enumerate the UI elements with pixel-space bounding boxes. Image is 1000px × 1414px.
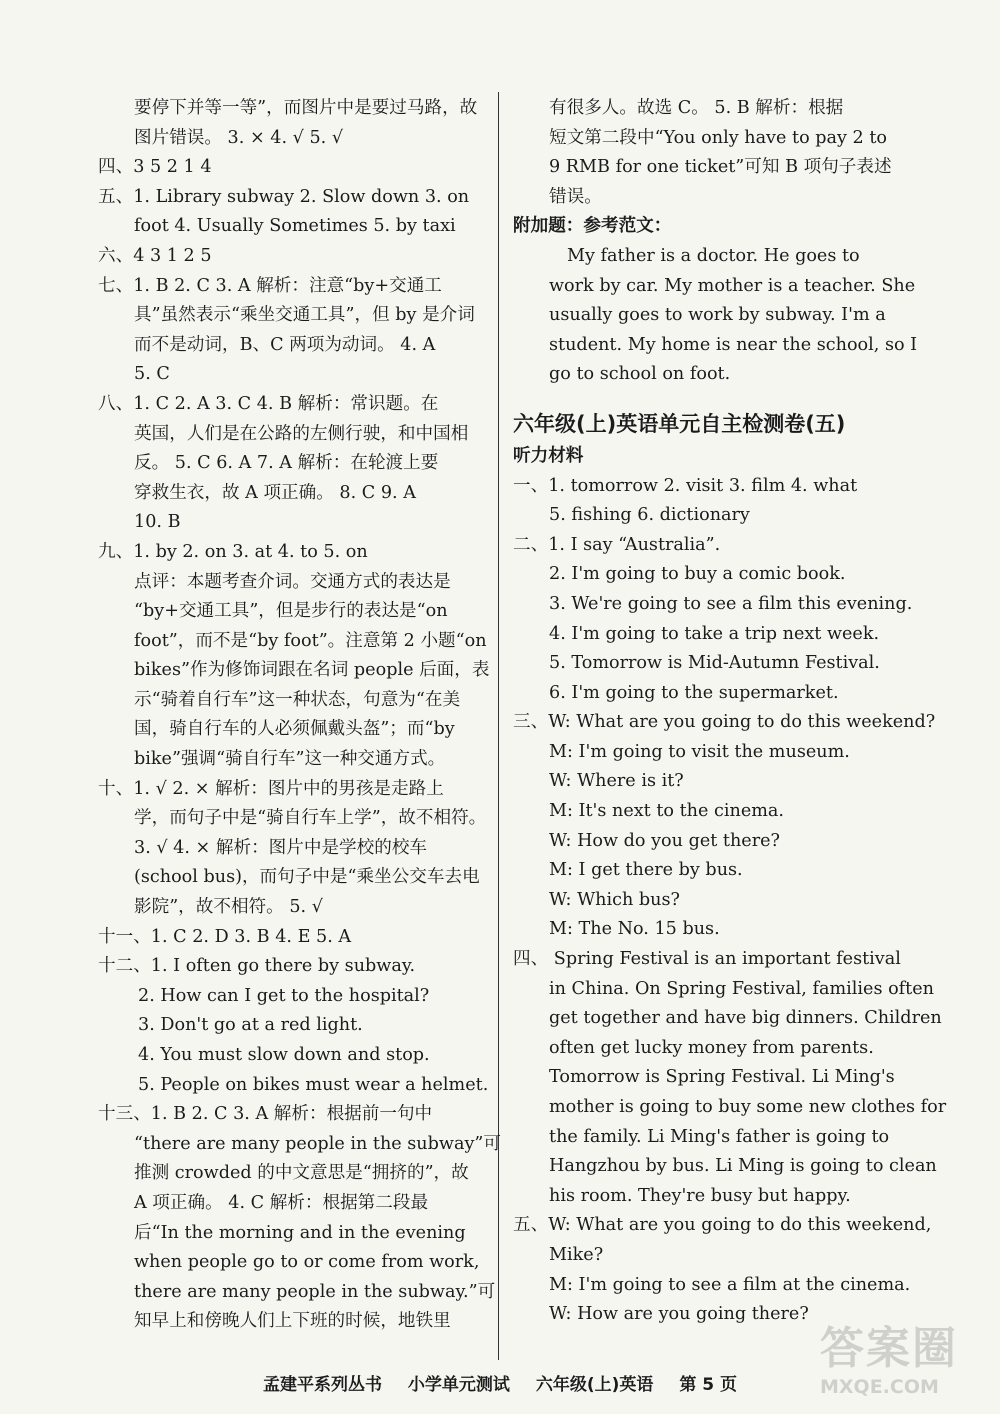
text-line: 四、 Spring Festival is an important festival [513, 949, 901, 970]
text-line: 5. Tomorrow is Mid-Autumn Festival. [549, 653, 880, 674]
text-line: M: I'm going to visit the museum. [549, 741, 850, 762]
text-line: 4. I'm going to take a trip next week. [549, 623, 880, 644]
text-line: M: I get there by bus. [549, 860, 743, 881]
text-line: A 项正确。 4. C 解析：根据第二段最 [134, 1192, 429, 1213]
text-line: 六、4 3 1 2 5 [98, 245, 212, 266]
text-line: work by car. My mother is a teacher. She [549, 275, 916, 296]
text-line: 9 RMB for one ticket”可知 B 项句子表述 [549, 157, 892, 178]
left-column [98, 94, 501, 1337]
text-line: 一、1. tomorrow 2. visit 3. film 4. what [513, 475, 858, 496]
watermark-text: 答案圈 [820, 1323, 958, 1374]
text-line: 十三、1. B 2. C 3. A 解析：根据前一句中 [98, 1104, 433, 1125]
text-line: 错误。 [549, 186, 602, 207]
text-line: 穿救生衣，故 A 项正确。 8. C 9. A [134, 482, 416, 503]
text-line: (school bus)，而句子中是“乘坐公交车去电 [134, 867, 480, 888]
text-line: 点评：本题考查介词。交通方式的表达是 [134, 571, 451, 592]
text-line: in China. On Spring Festival, families often [549, 978, 935, 999]
text-line: 短文第二段中“You only have to pay 2 to [549, 127, 887, 148]
text-line: “there are many people in the subway”可 [134, 1133, 501, 1154]
text-line: 5. C [134, 364, 170, 385]
text-line: foot”，而不是“by foot”。注意第 2 小题“on [134, 630, 487, 651]
text-line: W: How do you get there? [549, 830, 780, 851]
text-line: bike”强调“骑自行车”这一种交通方式。 [134, 749, 446, 770]
text-line: 有很多人。故选 C。 5. B 解析：根据 [549, 98, 844, 118]
text-line: 二、1. I say “Australia”. [513, 534, 721, 555]
text-line: 3. We're going to see a film this evening. [549, 593, 913, 614]
text-line: 八、1. C 2. A 3. C 4. B 解析：常识题。在 [98, 393, 439, 414]
text-line: student. My home is near the school, so I [549, 334, 918, 355]
text-line: 五、1. Library subway 2. Slow down 3. on [98, 186, 470, 207]
right-top-block [513, 94, 918, 390]
text-line: W: Where is it? [549, 771, 684, 792]
text-line: M: The No. 15 bus. [549, 919, 720, 940]
text-line: 十二、1. I often go there by subway. [98, 956, 416, 977]
text-line: M: It's next to the cinema. [549, 801, 784, 822]
text-line: 5. fishing 6. dictionary [549, 505, 750, 526]
text-line: 九、1. by 2. on 3. at 4. to 5. on [98, 541, 368, 562]
text-line: 要停下并等一等”，而图片中是要过马路，故 [134, 98, 478, 118]
text-line: Hangzhou by bus. Li Ming is going to clean [549, 1156, 937, 1177]
text-line: 3. Don't go at a red light. [138, 1015, 363, 1036]
text-line: 3. √ 4. × 解析：图片中是学校的校车 [134, 837, 428, 858]
text-line: 五、W: What are you going to do this weekend, [513, 1215, 932, 1236]
right-bottom-block [513, 442, 947, 1330]
text-line: bikes”作为修饰词跟在名词 people 后面，表 [134, 660, 490, 681]
text-line: My father is a doctor. He goes to [567, 245, 860, 266]
text-line: 2. How can I get to the hospital? [138, 985, 430, 1006]
text-line: 示“骑着自行车”这一种状态，句意为“在美 [134, 689, 461, 710]
footer-grade: 六年级(上)英语 [535, 1375, 654, 1395]
text-line: when people go to or come from work, [134, 1252, 480, 1273]
text-line: 四、3 5 2 1 4 [98, 157, 212, 178]
text-line: Tomorrow is Spring Festival. Li Ming's [549, 1067, 895, 1088]
text-line: mother is going to buy some new clothes for [549, 1097, 947, 1117]
text-line: “by+交通工具”，但是步行的表达是“on [134, 601, 448, 622]
text-line: 具”虽然表示“乘坐交通工具”，但 by 是介词 [134, 305, 475, 326]
text-line: 2. I'm going to buy a comic book. [549, 564, 846, 585]
text-line: 后“In the morning and in the evening [134, 1222, 466, 1243]
text-line: 影院”，故不相符。 5. √ [134, 897, 323, 918]
text-line: 5. People on bikes must wear a helmet. [138, 1074, 489, 1095]
right-column [513, 94, 947, 1330]
text-line: 图片错误。 3. × 4. √ 5. √ [134, 127, 344, 148]
text-line: there are many people in the subway.”可 [134, 1281, 496, 1302]
watermark-url: MXQE.COM [820, 1376, 939, 1398]
text-line: his room. They're busy but happy. [549, 1185, 851, 1206]
watermark-logo [820, 1312, 985, 1402]
text-line: 国，骑自行车的人必须佩戴头盔”；而“by [134, 719, 455, 740]
section-title: 六年级(上)英语单元自主检测卷(五) [513, 411, 846, 436]
text-line: 附加题：参考范文： [513, 216, 672, 237]
text-line: 4. You must slow down and stop. [138, 1045, 430, 1065]
text-line: W: Which bus? [549, 889, 680, 910]
footer-page: 第 5 页 [679, 1375, 737, 1395]
text-line: the family. Li Ming's father is going to [549, 1126, 890, 1147]
text-line: 推测 crowded 的中文意思是“拥挤的”，故 [134, 1163, 469, 1184]
text-line: 十、1. √ 2. × 解析：图片中的男孩是走路上 [98, 778, 444, 799]
text-line: Mike? [549, 1244, 604, 1265]
column-divider [498, 92, 499, 1360]
text-line: 反。 5. C 6. A 7. A 解析：在轮渡上要 [134, 453, 439, 474]
text-line: 听力材料 [513, 445, 584, 466]
text-line: foot 4. Usually Sometimes 5. by taxi [134, 216, 456, 237]
footer-series: 孟建平系列丛书 [263, 1375, 382, 1395]
text-line: usually goes to work by subway. I'm a [549, 305, 886, 326]
text-line: 10. B [134, 512, 181, 533]
text-line: go to school on foot. [549, 364, 731, 385]
text-line: 七、1. B 2. C 3. A 解析：注意“by+交通工 [98, 275, 442, 296]
text-line: often get lucky money from parents. [549, 1037, 874, 1058]
text-line: 知早上和傍晚人们上下班的时候，地铁里 [134, 1311, 451, 1332]
text-line: get together and have big dinners. Children [549, 1008, 942, 1029]
footer-book: 小学单元测试 [407, 1375, 510, 1395]
text-line: 6. I'm going to the supermarket. [549, 682, 839, 703]
text-line: W: How are you going there? [549, 1304, 809, 1325]
text-line: 十一、1. C 2. D 3. B 4. E 5. A [98, 926, 352, 947]
text-line: 而不是动词，B、C 两项为动词。 4. A [134, 334, 436, 355]
text-line: 三、W: What are you going to do this weekend? [513, 712, 936, 733]
text-line: 学，而句子中是“骑自行车上学”，故不相符。 [134, 808, 487, 829]
text-line: 英国，人们是在公路的左侧行驶，和中国相 [134, 423, 469, 444]
text-line: M: I'm going to see a film at the cinema. [549, 1274, 911, 1295]
